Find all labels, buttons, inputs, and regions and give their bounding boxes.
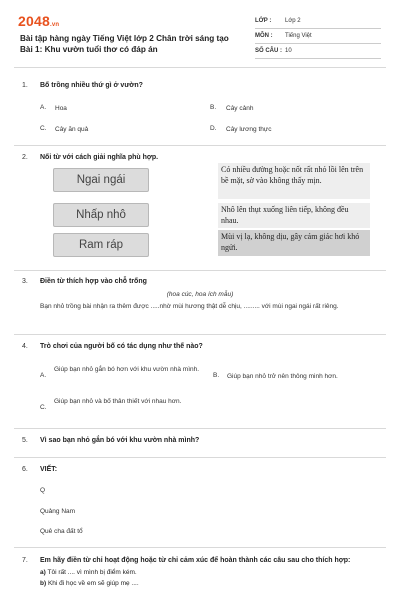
divider [14, 457, 386, 458]
divider [14, 428, 386, 429]
answer-line: Q [40, 487, 46, 494]
question-text: Trò chơi của người bố có tác dụng như thế nào? [40, 343, 203, 350]
option-letter[interactable]: D. [210, 125, 217, 132]
line-text: Tôi rất .... vì mình bị điểm kém. [47, 569, 137, 576]
document-title: Bài tập hàng ngày Tiếng Việt lớp 2 Chân trời sáng tạo Bài 1: Khu vườn tuổi thơ có đáp án [20, 34, 229, 54]
divider [14, 145, 386, 146]
option-text[interactable]: Giúp bạn nhỏ gắn bó hơn với khu vườn nhà mình. [54, 366, 200, 373]
question-text: Vì sao bạn nhỏ gắn bó với khu vườn nhà mình? [40, 437, 200, 444]
meta-label: MÔN : [255, 33, 273, 39]
option-text[interactable]: Hoa [55, 105, 67, 112]
option-text[interactable]: Giúp bạn nhỏ trở nên thông minh hơn. [227, 373, 338, 380]
site-logo[interactable] [18, 13, 59, 29]
meta-value: 10 [285, 48, 292, 54]
line-label: b) [40, 580, 47, 587]
option-text[interactable]: Cây lương thực [226, 126, 272, 133]
meta-underline [255, 28, 381, 29]
divider [14, 270, 386, 271]
divider [14, 547, 386, 548]
word-hint: (hoa cúc, hoa ích mẫu) [166, 291, 234, 298]
match-definition[interactable]: Nhô lên thụt xuống liên tiếp, không đều nhau. [218, 203, 370, 228]
question-number: 6. [22, 466, 28, 473]
question-number: 1. [22, 82, 28, 89]
fill-in-line [40, 569, 137, 576]
divider [14, 67, 386, 68]
question-text: VIẾT: [40, 466, 58, 473]
meta-underline [255, 58, 381, 59]
meta-value: Lớp 2 [285, 18, 301, 24]
match-definition[interactable]: Mùi vị lạ, không dịu, gây cảm giác hơi khó ngửi. [218, 230, 370, 256]
option-text[interactable]: Cây ăn quả [55, 126, 89, 133]
question-text: Nối từ với cách giải nghĩa phù hợp. [40, 154, 159, 161]
option-letter[interactable]: B. [213, 372, 220, 379]
question-number: 5. [22, 437, 28, 444]
question-number: 7. [22, 557, 28, 564]
option-letter[interactable]: A. [40, 372, 47, 379]
question-number: 2. [22, 154, 28, 161]
question-text: Điền từ thích hợp vào chỗ trống [40, 278, 147, 285]
fill-in-sentence: Bạn nhỏ trồng bài nhận ra thêm được .....nhờ mùi hương thật dễ chịu, ......... với mùi ngai ngái rất riêng. [40, 303, 339, 310]
match-word[interactable]: Nhấp nhô [53, 203, 149, 227]
question-text: Em hãy điền từ chỉ hoạt động hoặc từ chỉ cảm xúc để hoàn thành các câu sau cho thích hợp: [40, 557, 351, 564]
option-letter[interactable]: C. [40, 125, 47, 132]
option-letter[interactable]: B. [210, 104, 217, 111]
option-text[interactable]: Giúp bạn nhỏ và bố thân thiết với nhau hơn. [54, 398, 182, 405]
logo-text: 2048 [18, 13, 50, 29]
question-number: 3. [22, 278, 28, 285]
question-text: Bố trồng nhiều thứ gì ở vườn? [40, 82, 143, 89]
question-number: 4. [22, 343, 28, 350]
answer-line: Quảng Nam [40, 508, 76, 515]
divider [14, 334, 386, 335]
line-text: Khi đi học về em sẽ giúp mẹ .... [47, 580, 139, 587]
match-word[interactable]: Ram ráp [53, 233, 149, 257]
meta-label: SỐ CÂU : [255, 48, 282, 54]
option-letter[interactable]: A. [40, 104, 47, 111]
line-label: a) [40, 569, 46, 576]
fill-in-line [40, 580, 139, 587]
match-word[interactable]: Ngai ngái [53, 168, 149, 192]
logo-tld: .vn [49, 22, 60, 28]
match-definition[interactable]: Có nhiều đường hoặc nốt rất nhỏ lồi lên trên bề mặt, sờ vào không thấy mịn. [218, 163, 370, 199]
answer-line: Quê cha đất tổ [40, 528, 83, 535]
meta-label: LỚP : [255, 18, 272, 24]
meta-value: Tiếng Việt [285, 33, 312, 39]
option-text[interactable]: Cây cảnh [226, 105, 254, 112]
option-letter[interactable]: C. [40, 404, 47, 411]
meta-underline [255, 43, 381, 44]
